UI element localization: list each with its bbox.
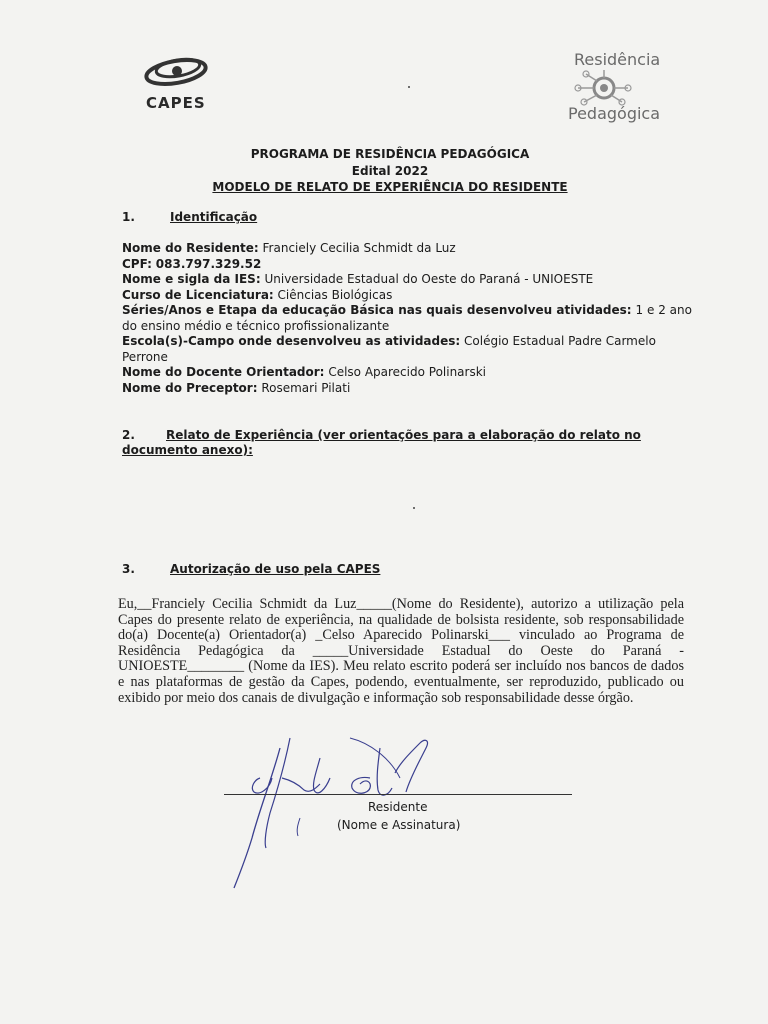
field-label: Nome do Residente: <box>122 241 259 255</box>
capes-logo <box>138 50 218 116</box>
field-label: Nome do Preceptor: <box>122 380 258 395</box>
logo-line-residencia: Residência <box>574 50 661 69</box>
section-title: Identificação <box>170 210 258 224</box>
section-number: 2. <box>122 428 135 442</box>
section-2-heading <box>122 428 692 458</box>
residencia-pedagogica-logo <box>566 50 676 128</box>
capes-logo-text: CAPES <box>146 94 206 112</box>
section-number: 1. <box>122 210 135 224</box>
signature-role: Residente <box>368 800 428 814</box>
field-value: Ciências Biológicas <box>277 287 393 302</box>
edital-label: Edital 2022 <box>351 164 429 178</box>
field-label: Nome e sigla da IES: <box>122 272 261 286</box>
field-row <box>122 381 692 397</box>
identification-fields <box>122 241 692 396</box>
field-value: 083.797.329.52 <box>155 256 262 271</box>
field-label: Séries/Anos e Etapa da educação Básica nas quais desenvolveu atividades: <box>122 303 632 317</box>
logo-line-pedagogica: Pedagógica <box>568 104 661 123</box>
field-value: Celso Aparecido Polinarski <box>328 365 486 379</box>
field-label: Curso de Licenciatura: <box>122 287 274 302</box>
authorization-text: Eu,__Franciely Cecilia Schmidt da Luz_____(Nome do Residente), autorizo a utilização pela Capes do presente relato de experiência, na qualidade de bolsista residente, sob responsabilidade do(a) Docente(a) Orientador(a) _Celso Aparecido Polinarski___ vinculado ao Programa de Residência Pedagógica da _____Universidade Estadual do Oeste do Paraná - UNIOESTE________ (Nome da IES). Meu relato escrito poderá ser incluído nos bancos de dados e nas plataformas de gestão da Capes, podendo, eventualmente, ser reproduzido, publicado ou exibido por meio dos canais de divulgação e informação sob responsabilidade desse órgão. <box>118 596 684 706</box>
model-title: MODELO DE RELATO DE EXPERIÊNCIA DO RESIDENTE <box>212 180 568 194</box>
field-label: Escola(s)-Campo onde desenvolveu as atividades: <box>122 334 461 348</box>
field-row <box>122 334 692 365</box>
section-title: Relato de Experiência (ver orientações para a elaboração do relato no documento anexo): <box>122 428 641 457</box>
field-label: CPF: <box>122 256 152 271</box>
field-value: Franciely Cecilia Schmidt da Luz <box>262 241 456 255</box>
capes-emblem-icon <box>142 50 212 90</box>
field-row <box>122 241 692 257</box>
field-row <box>122 365 692 381</box>
field-row <box>122 257 692 273</box>
field-row <box>122 303 692 334</box>
scan-speck <box>408 86 410 88</box>
field-label: Nome do Docente Orientador: <box>122 365 325 379</box>
field-value: Colégio Estadual Padre Carmelo Perrone <box>122 334 656 364</box>
field-row <box>122 288 692 304</box>
section-title: Autorização de uso pela CAPES <box>170 562 381 576</box>
field-row <box>122 272 692 288</box>
section-number: 3. <box>122 562 135 576</box>
signature-caption: (Nome e Assinatura) <box>337 818 461 832</box>
field-value: Universidade Estadual do Oeste do Paraná - UNIOESTE <box>264 272 594 286</box>
program-title: PROGRAMA DE RESIDÊNCIA PEDAGÓGICA <box>250 147 530 161</box>
field-value: Rosemari Pilati <box>261 380 351 395</box>
signature-line <box>224 794 572 795</box>
field-value: 1 e 2 ano do ensino médio e técnico profissionalizante <box>122 303 692 333</box>
scan-speck <box>413 507 415 509</box>
